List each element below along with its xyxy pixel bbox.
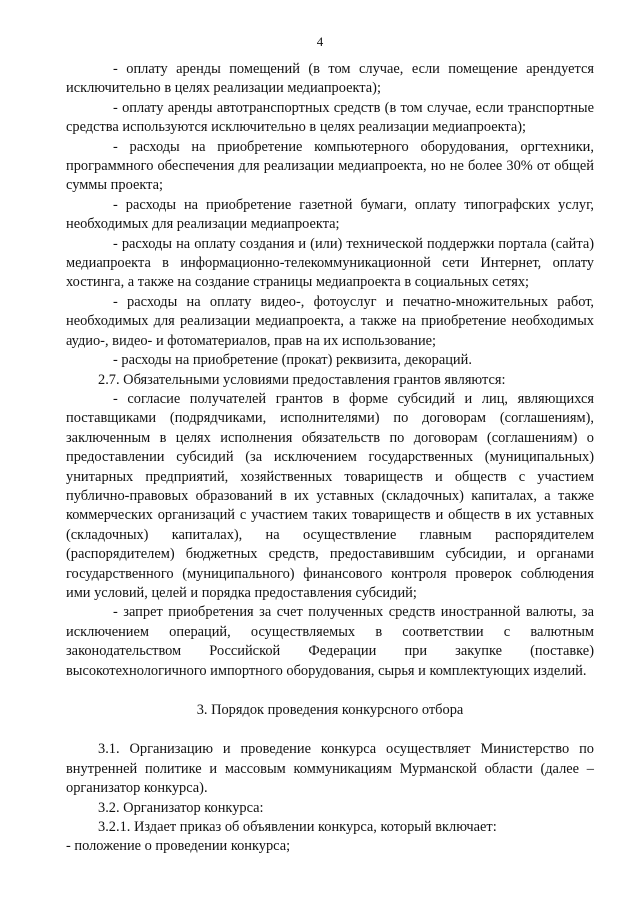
paragraph-computer-equipment: - расходы на приобретение компьютерного оборудования, оргтехники, программного обеспечения для реализации медиапроекта, но не более 30% от общей суммы проекта; [66,138,594,194]
paragraph-3-1: 3.1. Организацию и проведение конкурса осуществляет Министерство по внутренней политике и массовым коммуникациям Мурманской области (далее – организатор конкурса). [66,741,594,797]
paragraph-regulation: - положение о проведении конкурса; [66,838,291,855]
paragraph-currency-ban: - запрет приобретения за счет полученных средств иностранной валюты, за исключением операций, осуществляемых в соответствии с валютным законодательством Российской Федерации при закупке (поставке) высокотехнологичного импортного оборудования, сырья и комплектующих изделий. [66,604,594,679]
paragraph-video-photo: - расходы на оплату видео-, фотоуслуг и печатно-множительных работ, необходимых для реализации медиапроекта, а также на приобретение необходимых аудио-, видео- и фотоматериалов, прав на их использование; [66,293,594,349]
paragraph-3-2-1: 3.2.1. Издает приказ об объявлении конкурса, который включает: [98,819,497,836]
section-heading: 3. Порядок проведения конкурсного отбора [196,702,464,718]
paragraph-3-2: 3.2. Организатор конкурса: [98,799,264,816]
paragraph-rent-vehicles: - оплату аренды автотранспортных средств (в том случае, если транспортные средства используются исключительно в целях реализации медиапроекта); [66,99,594,136]
paragraph-consent: - согласие получателей грантов в форме субсидий и лиц, являющихся поставщиками (подрядчиками, исполнителями) по договорам (соглашениям), заключенным в целях исполнения обязательств по договорам (соглашениям) о предоставлении субсидий (за исключением государственных (муниципальных) унитарных предприятий, хозяйственных товариществ и обществ с участием публично-правовых образований в их уставных (складочных) капиталах, а также коммерческих организаций с участием таких товариществ и обществ в их уставных (складочных) капиталах), на осуществление главным распорядителем (распорядителем) бюджетных средств, предоставившим субсидии, и органами государственного (муниципального) финансового контроля проверок соблюдения ими условий, целей и порядка предоставления субсидий; [66,390,594,601]
page-number: 4 [316,34,324,49]
paragraph-paper-printing: - расходы на приобретение газетной бумаги, оплату типографских услуг, необходимых для реализации медиапроекта; [66,196,594,233]
paragraph-2-7: 2.7. Обязательными условиями предоставления грантов являются: [98,371,506,388]
paragraph-props: - расходы на приобретение (прокат) реквизита, декораций. [113,352,472,369]
paragraph-website: - расходы на оплату создания и (или) технической поддержки портала (сайта) медиапроекта в информационно-телекоммуникационной сети Интернет, оплату хостинга, а также на создание страницы медиапроекта в социальных сетях; [66,235,594,291]
paragraph-rent-premises: - оплату аренды помещений (в том случае, если помещение арендуется исключительно в целях реализации медиапроекта); [66,61,594,97]
document-body [66,60,594,857]
